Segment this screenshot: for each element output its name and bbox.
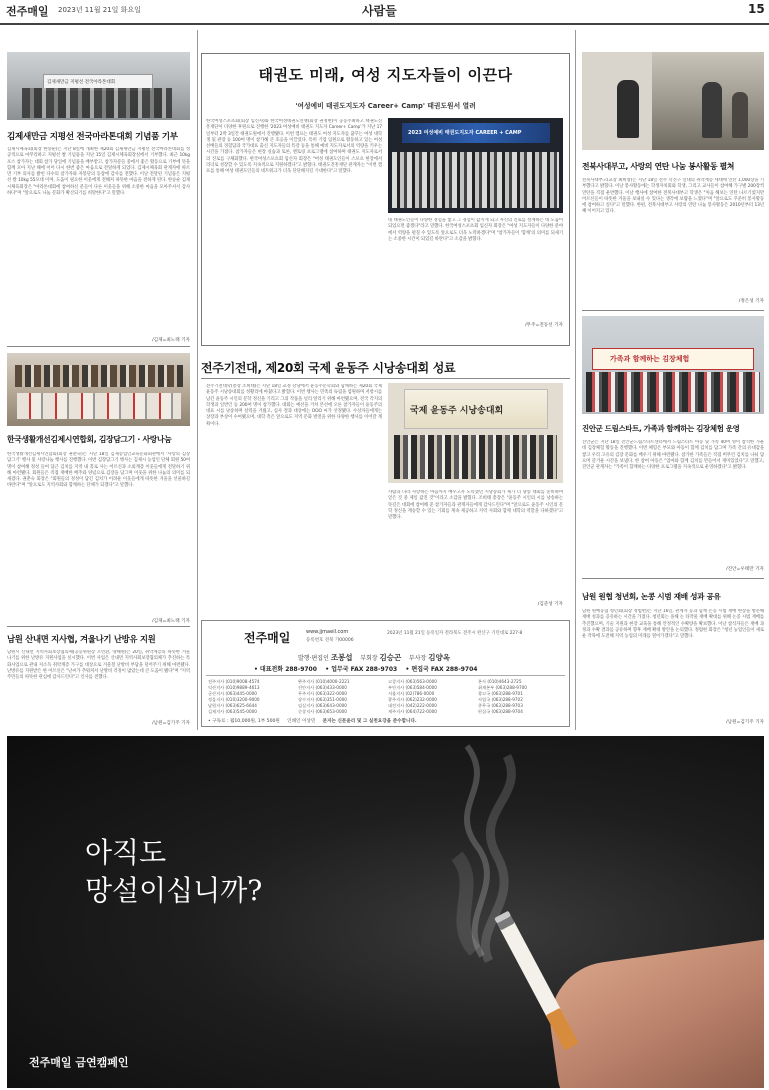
branch-entry: 대전지사 (042)222-0000: [388, 703, 437, 708]
imprint-people: [298, 652, 450, 663]
byline: /남원=김기주 기자: [726, 720, 764, 725]
branch-entry: 전주지사 (010)9008-4574: [208, 679, 260, 684]
article-photo: [582, 316, 764, 414]
branch-entry: 서울지사 (02)786-0000: [388, 691, 435, 696]
article-photo: [388, 118, 563, 213]
branch-entry: 군산지사 (063)445-0000: [208, 691, 257, 696]
branch-entry: 장수지사 (063)351-0000: [298, 697, 347, 702]
imprint-url: www.jjmaeil.com: [306, 629, 349, 635]
imprint-role: 부회장: [360, 655, 378, 662]
banner-text: 가족과 함께하는 김장체험: [610, 355, 690, 363]
article-body: 남원 원예농협 청년회(회장 정범현)는 지난 16일, 관계자 등과 함께 논콩 시범 재배 현장을 방문해 재배 성과를 공유하는 시간을 가졌다. 청년회는 올해 논 타작물 재배 확대를 위해 논콩 시범 재배를 추진했으며, 기술 지원과 현장 교육을 통해 안정적인 수확량을 확보했다. 이날 참석자들은 재배 과정과 수확 결과를 공유하며 향후 재배 확대 방안을 논의했다. 정범현 회장은 "청년 농업인들이 새로운 작목에 도전해 지역 농업의 미래를 열어가겠다"고 말했다.: [582, 609, 764, 640]
kimchi-boxes: [17, 393, 181, 419]
article-headline: 전북사대부고, 사랑의 연탄 나눔 봉사활동 펼쳐: [582, 162, 735, 171]
article-headline: 남원 산내면 지사협, 겨울나기 난방유 지원: [7, 634, 156, 644]
imprint-person: 김승곤: [379, 653, 402, 662]
volunteer-figure: [732, 92, 748, 138]
branch-entry: 편집국 (063)288-9704: [478, 709, 523, 714]
people-group: [586, 372, 760, 412]
article-headline: 한국생활개선김제시연합회, 김장담그기 · 사랑나눔: [7, 435, 172, 444]
issue-date: 2023년 11월 21일 화요일: [58, 6, 141, 14]
article-photo: [388, 383, 563, 483]
anti-smoking-ad: [7, 736, 764, 1088]
cigarette-icon: [447, 906, 627, 1066]
people-group: [394, 435, 557, 479]
imprint-reg: 등록번호 전북 가00006: [306, 638, 354, 643]
banner-text: 국제 윤동주 시낭송대회: [410, 406, 504, 416]
branch-entry: 본사 (010)4643-2725: [478, 679, 522, 684]
branch-list: [208, 679, 293, 715]
branch-entry: 완주지사 (010)4000-2221: [298, 679, 350, 684]
branch-entry: 정읍지사 (010)3200-9000: [208, 697, 260, 702]
article-body: 김제시체육회(회장 한승순)는 지난 8일에 개최한 제20회 김제새만금 지평선 전국마라톤대회를 성공적으로 마무리하고 지평선 쌀 기념품을 지난 15일 김제시체육회장실에서 기부했다. 최근 10kg 포스 참가자는 대회 참가 당일에 기념품을 배부받고, 참가자분들 중에서 좋은 활동으로 기부에 뜻을 함께 모아 지난 해에 이어 다시 한번 좋은 마음으로 전달하게 되었다. 김제시체육회 관계자에 따르면 기부 의사를 밝힌 다수의 참가자와 자봉단의 동참에 감사를 전했다. 이날 전달된 기념품은 지평선 쌀 10kg 55포대 이며, 도움이 필요한 이웃에게 전해져 따뜻한 마음을 전하게 된다. 한승순 김제시체육회장은 "마라톤대회에 참여하신 분들이 다른 이웃들을 위해 소중한 마음을 모아주셔서 감사하다"며 "앞으로도 나눔 문화가 확산되기를 희망한다"고 말했다.: [7, 147, 190, 197]
branch-entry: 부안지사 (063)584-0000: [388, 685, 437, 690]
byline: /김제=최노태 기자: [152, 619, 190, 624]
article-headline: 김제새만금 지평선 전국마라톤대회 기념품 기부: [7, 132, 178, 142]
imprint-role: 부사장: [408, 655, 427, 662]
branch-list: [298, 679, 383, 715]
byline: /김제=최노태 기자: [152, 338, 190, 343]
paper-name: 전주매일: [6, 5, 49, 18]
article-body: 한국생활개선김제시연합회(회장 권춘숙)는 지난 18일 김제농업인교육문화회관에서 '사랑의 김장담그기' 행사 및 사랑나눔 행사를 진행했다. 이번 김장담그기 행사는 김제시 농업인 단체 회원 50여 명이 참여해 정성 들여 담근 김치를 지역 내 홀로 사는 어르신과 소외계층 이웃들에게 전달하기 위해 마련됐다. 회원들은 직접 재배한 배추와 양념으로 김장을 담그며 이웃을 위한 나눔의 의미를 되새겼다. 권춘숙 회장은 "회원들의 정성이 담긴 김치가 어려운 이웃들에게 따뜻한 겨울을 선물하길 바란다"며 "앞으로도 지역사회와 함께하는 단체가 되겠다"고 말했다.: [7, 452, 190, 489]
byline: /남원=김기주 기자: [152, 721, 190, 726]
byline: /정은성 기자: [738, 299, 764, 304]
column-rule: [575, 30, 576, 730]
branch-entry: 광고국 (063)288-9701: [478, 691, 523, 696]
banner-text: 김제새만금 지평선 전국아라톤대회: [47, 80, 116, 85]
byline: /진안=우태만 기자: [726, 567, 764, 572]
phone-main: • 대표전화 288-9700: [254, 666, 317, 673]
byline: /김준성 기자: [537, 602, 563, 607]
subscription: • 구독료 : 월10,000원, 1부 500원: [208, 719, 280, 724]
article-divider: [582, 310, 764, 311]
imprint-person: 김양옥: [428, 653, 450, 662]
branch-entry: 남원지사 (063)625-6644: [208, 703, 257, 708]
people-group: [392, 152, 559, 208]
article-divider: [7, 626, 190, 627]
ad-headline-line: 망설이십니까?: [85, 874, 263, 907]
headline-rule: [201, 378, 570, 379]
ad-footer: 전주매일 금연캠페인: [29, 1056, 129, 1069]
imprint-person: 조봉섭: [330, 653, 353, 662]
ethics-note: 본지는 신문윤리 및 그 실천요강을 준수합니다.: [322, 719, 417, 724]
branch-entry: 사업국 (063)288-9702: [478, 697, 523, 702]
volunteer-figure: [702, 82, 722, 138]
branch-entry: 총무국 (063)288-9703: [478, 703, 523, 708]
page-number: 15: [748, 2, 765, 16]
imprint-logo: 전주매일: [244, 631, 291, 645]
article-body: 사람과 나라 사랑하는 마음까지 배우고자 노력했던 시낭송회가 제가 더 낭송 대회를 준비하며 얻은 것 중 제일 값진 것"이라고 소감을 밝혔다. 조희태 총장은 "윤동주 시인의 시를 낭송하는 뜻깊은 대회에 참여해 준 참가자들과 관계자들에게 감사드린다"며 "앞으로도 윤동주 시인의 문학 정신을 계승할 수 있는 기회를 계속 제공하고 지역 사회와 함께 대학의 역할을 다하겠다"고 말했다.: [388, 490, 563, 521]
people-group: [15, 365, 183, 387]
branch-list: [478, 679, 566, 715]
branch-entry: 취재본부 (063)288-9700: [478, 685, 527, 690]
branch-entry: 순창지사 (063)653-0000: [298, 709, 347, 714]
branch-list: [388, 679, 473, 715]
branch-entry: 고창지사 (063)563-0000: [388, 679, 437, 684]
column-rule: [197, 30, 198, 730]
article-headline: 남원 원협 청년회, 논콩 시범 재배 성과 공유: [582, 592, 721, 601]
article-body: 남원시 산내면 지역사회보장협의체(공동위원장 오빈환, 양해원)은 20일, 취약계층의 따뜻한 겨울나기를 위한 난방유 지원사업을 실시했다. 이번 사업은 산내면 지역사회보장협의체가 추진하는 특화사업으로 관내 저소득 취약계층 가구를 대상으로 겨울철 난방비 부담을 덜어주기 위해 마련됐다. 난방유를 지원받은 한 어르신은 "날씨가 추워져서 난방비 걱정이 많았는데 큰 도움이 됐다"며 "지역 주민들의 따뜻한 관심에 감사드린다"고 인사를 전했다.: [7, 650, 190, 681]
phone-business: • 업무국 FAX 288-9703: [325, 666, 398, 673]
article-headline: 진안군 드림스타트, 가족과 함께하는 김장체험 운영: [582, 424, 740, 433]
masthead: [0, 0, 769, 24]
phone-editorial: • 편집국 FAX 288-9704: [405, 666, 478, 673]
ad-headline: [85, 834, 262, 910]
article-body: 네 태권도인들이 다양한 경험을 쌓고 그 경험이 값지게 되고 자신의 진로를 설계하는 데 도움이 되었으면 좋겠다"라고 말했다. 한국여성스포츠회 임신자 회장은 "여성 지도자들이 다양한 분야에서 역량을 펼칠 수 있도록 앞으로도 더욱 노력하겠다"며 "참가자들이 '함께'의 의미를 되새기는 소중한 시간이 되었길 바란다"고 소감을 밝혔다.: [388, 218, 563, 242]
imprint-divider: [206, 675, 565, 676]
article-body: 전북사대부고(교장 최희창)는 지난 18일 전주 덕진구 일대의 취약계층 세대에 연탄 1,000장을 기부했다고 밝혔다. 이날 봉사활동에는 학생자치회와 학생, 그리고 교사들이 참여해 가구별 200장씩 연탄을 직접 운반했다. 이날 행사에 참여한 전북사대부고 학생은 "처음 해보는 연탄 나르기였지만 어르신들이 따뜻한 겨울을 보내실 수 있다는 생각에 보람을 느꼈다"며 "앞으로도 꾸준히 봉사활동에 참여하고 싶다"고 말했다. 한편, 전북사대부고 사랑의 연탄 나눔 봉사활동은 2010년부터 13년째 이어지고 있다.: [582, 178, 764, 215]
article-divider: [7, 346, 190, 347]
article-photo: [582, 52, 764, 150]
article-body: 전주기전대학(총장 조희태)은 지난 18일 교정 강당에서 윤동주문학회와 함께하는 제20회 국제 윤동주 시낭송대회를 성황리에 마쳤다고 밝혔다. 이번 행사는 민족의 독립을 염원하며 저항시를 남긴 윤동주 시인의 문학 정신을 기리고 그의 작품을 널리 알리기 위해 마련됐으며, 전국 각지의 학생과 일반인 등 200여 명이 참가했다. 대회는 예선을 거쳐 본선에 오른 참가자들이 윤동주의 대표 시를 낭송하며 실력을 겨뤘고, 심사 결과 대상에는 OOO 씨가 선정됐다. 수상자들에게는 상장과 부상이 수여됐으며, 대학 측은 앞으로도 지역 문화 발전을 위한 다양한 행사를 이어갈 계획이다.: [206, 384, 382, 427]
branch-entry: 진안지사 (063)433-0000: [298, 685, 347, 690]
article-divider: [582, 578, 764, 579]
article-headline: 전주기전대, 제20회 국제 윤동주 시낭송대회 성료: [201, 361, 456, 375]
printer: 인쇄인 이상민: [287, 719, 316, 724]
imprint-box: [201, 620, 570, 727]
imprint-address: 2023년 11월 21일 등록일자 전라북도 전주시 완산구 기린대로 227-8: [387, 631, 523, 636]
banner-text: 2023 여성예비 태권도지도자 CAREER + CAMP: [408, 130, 522, 136]
branch-entry: 김제지사 (063)545-0000: [208, 709, 257, 714]
branch-entry: 제주지사 (064)722-0000: [388, 709, 437, 714]
branch-entry: 광주지사 (062)232-0000: [388, 697, 437, 702]
masthead-rule: [0, 23, 769, 25]
ad-headline-line: 아직도: [85, 836, 167, 869]
people-group: [22, 88, 172, 118]
article-photo: [7, 52, 190, 120]
article-headline: 태권도 미래, 여성 지도자들이 이끈다: [258, 66, 513, 84]
branch-entry: 무주지사 (063)322-0000: [298, 691, 347, 696]
section-name: 사람들: [362, 4, 397, 18]
branch-entry: 임실지사 (063)643-0000: [298, 703, 347, 708]
byline: /무주=전동선 기자: [525, 323, 563, 328]
imprint-footer: [208, 718, 566, 724]
volunteer-figure: [617, 80, 639, 138]
imprint-phones: [254, 664, 477, 673]
article-body: 진안군은 지난 18일 진안군드림스타트센터에서 드림스타트 아동 및 가족 40여 명이 참석한 가운데 김장체험 활동을 진행했다. 이번 체험은 부모와 아동이 함께 김치를 담그며 가족 간의 유대감을 쌓고 우리 고유의 김장 문화를 배우기 위해 마련됐다. 참가한 가족들은 직접 버무린 김치를 나눠 담으며 즐거운 시간을 보냈다. 한 참여 아동은 "엄마와 함께 김치를 만들어서 재미있었다"고 말했고, 진안군 관계자는 "가족이 함께하는 다양한 프로그램을 지속적으로 운영하겠다"고 밝혔다.: [582, 440, 764, 471]
imprint-role: 발행·편집인: [298, 655, 329, 662]
article-subhead: '여성예비 태권도지도자 Career+ Camp' 태권도원서 열려: [295, 102, 476, 110]
article-photo: [7, 353, 190, 426]
article-body: 한국여성스포츠회(회장 임신자)와 한국여성태권도연맹(회장 권정현)이 공동주최하고 태권도진흥재단이 다양한 후원으로 진행한 '2023 여성예비 태권도 지도자 Career+ Camp'가 지난 17일부터 2박 3일간 태권도원에서 진행됐다. 이번 캠프는 태권도 여성 지도자를 꿈꾸는 여성 대학생 및 관장 등 100여 명이 참가해 큰 호응을 이끌었다. 특히 기업 임원으로 활동하고 있는 여성 선배들의 경험담과 국가대표 출신 지도자들의 특강 등을 통해 예비 지도자로서의 역량을 키우는 시간을 가졌다. 참가자들은 현장 실습과 토론, 멘토링 프로그램에 참여하며 태권도 지도자로서의 진로를 구체화했다. 한국여성스포츠회 임신자 회장은 "여성 태권도인들이 스포츠 현장에서 리더로 성장할 수 있도록 지속적으로 지원하겠다"고 밝혔다. 태권도진흥재단 관계자는 "이번 캠프를 통해 여성 태권도인들의 네트워크가 더욱 단단해지길 기대한다"고 말했다.: [206, 119, 382, 175]
branch-entry: 익산지사 (010)9889-4613: [208, 685, 260, 690]
